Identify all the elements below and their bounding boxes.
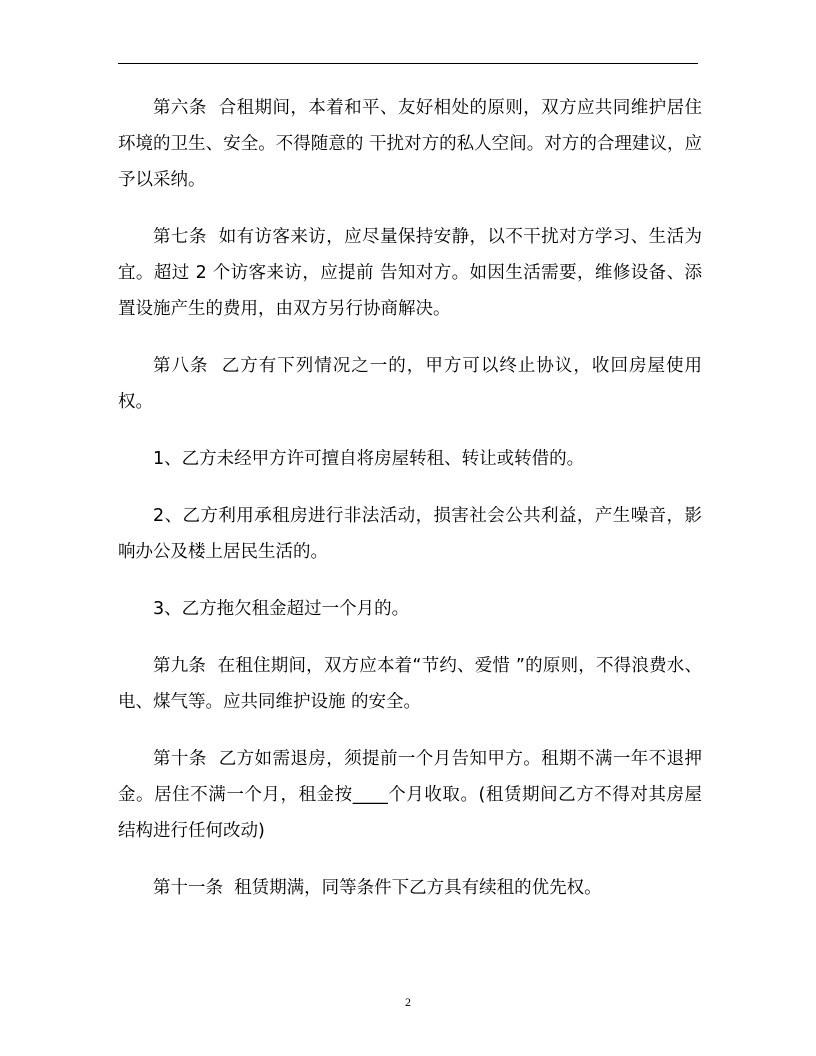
page-number: 2: [405, 995, 411, 1009]
article-8-item-1: 1、乙方未经甲方许可擅自将房屋转租、转让或转借的。: [153, 449, 585, 469]
article-10-paragraph: 第十条 乙方如需退房，须提前一个月告知甲方。租期不满一年不退押金。居住不满一个月，租金按____个月收取。(租赁期间乙方不得对其房屋结构进行任何改动): [118, 749, 702, 841]
article-8-item-3: 3、乙方拖欠租金超过一个月的。: [153, 599, 410, 619]
article-8-paragraph: 第八条 乙方有下列情况之一的，甲方可以终止协议，收回房屋使用权。: [118, 356, 702, 412]
document-body: [118, 90, 702, 927]
header-rule: [118, 63, 698, 64]
article-9-paragraph: 第九条 在租住期间，双方应本着“节约、爱惜 ”的原则，不得浪费水、电、煤气等。应共同维护设施 的安全。: [118, 656, 702, 712]
article-6-paragraph: 第六条 合租期间，本着和平、友好相处的原则，双方应共同维护居住环境的卫生、安全。不得随意的 干扰对方的私人空间。对方的合理建议，应予以采纳。: [118, 98, 702, 190]
article-7-paragraph: 第七条 如有访客来访，应尽量保持安静，以不干扰对方学习、生活为宜。超过 2 个访客来访，应提前 告知对方。如因生活需要，维修设备、添置设施产生的费用，由双方另行协商解决。: [118, 227, 702, 319]
article-8-item-2: 2、乙方利用承租房进行非法活动，损害社会公共利益，产生噪音，影响办公及楼上居民生活的。: [118, 506, 702, 562]
article-11-paragraph: 第十一条 租赁期满，同等条件下乙方具有续租的优先权。: [153, 878, 602, 898]
